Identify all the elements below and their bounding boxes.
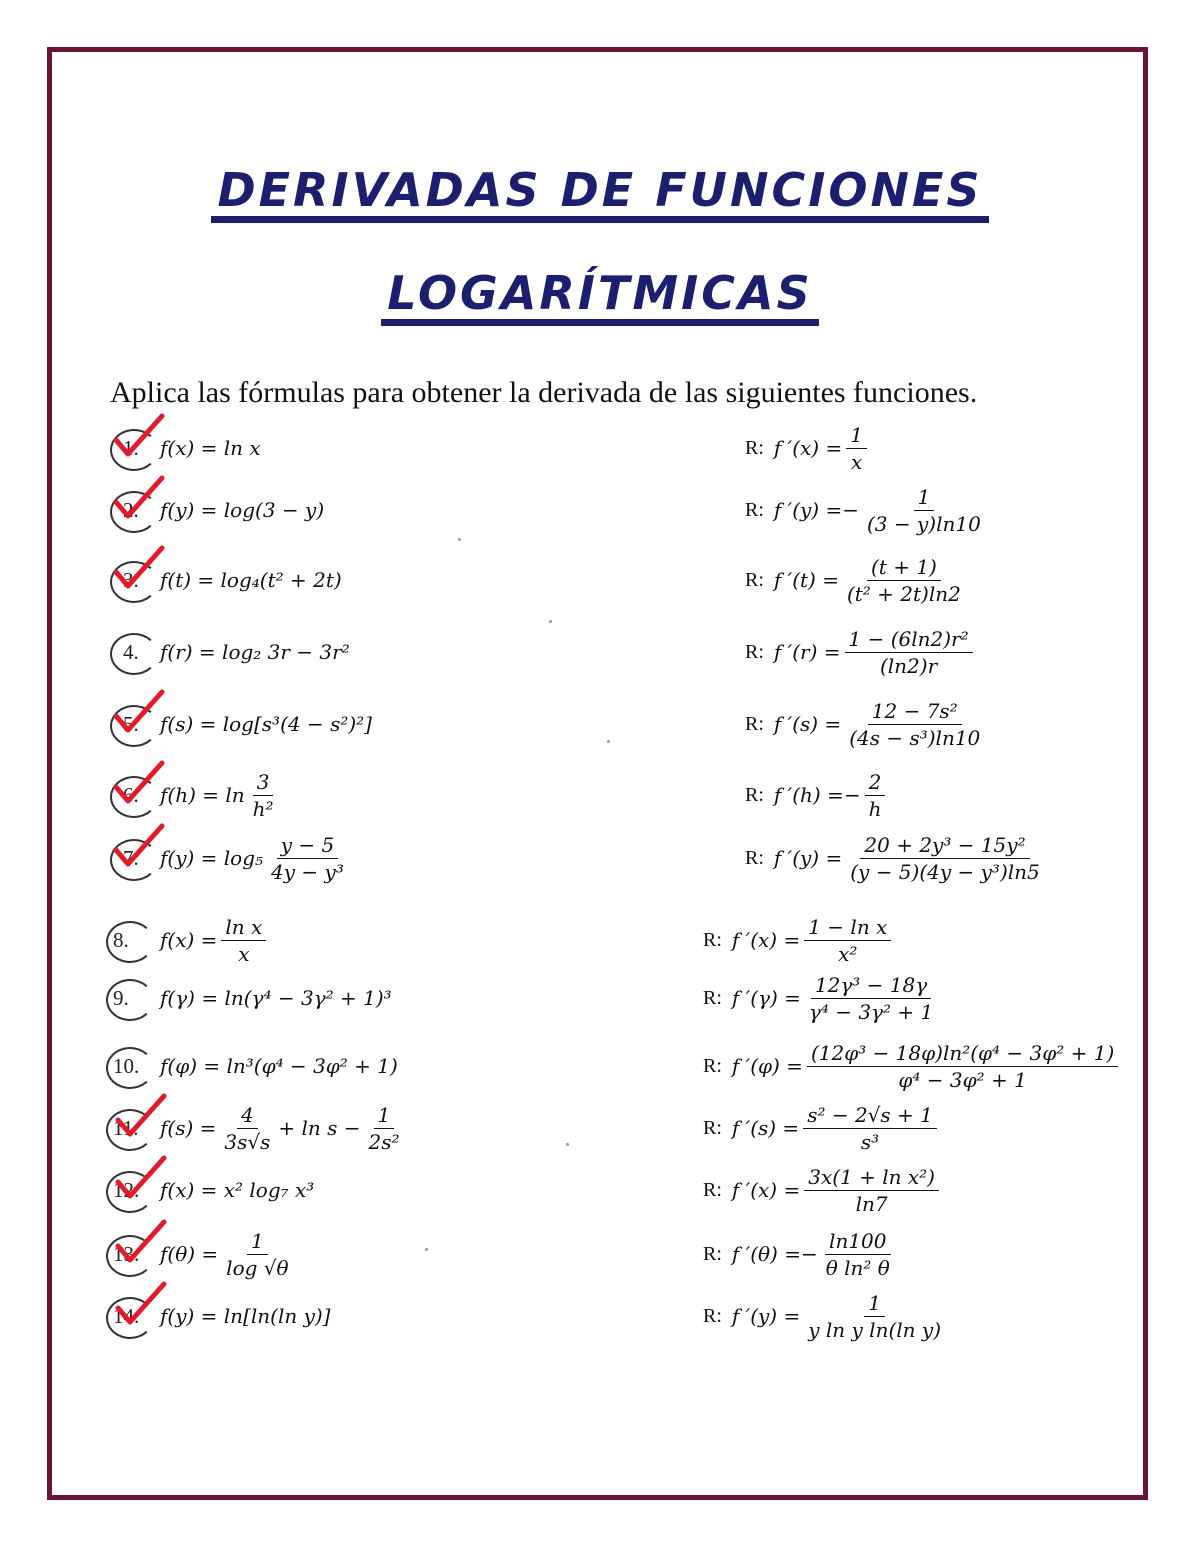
- function-middle: + ln s −: [278, 1116, 361, 1140]
- denominator: h: [868, 796, 882, 821]
- answer-fraction: [803, 1103, 937, 1154]
- answer-lhs: f ′(h) =: [773, 783, 844, 807]
- function-text: f(s) = log[s³(4 − s²)²]: [160, 712, 372, 736]
- function-expression: [160, 490, 324, 530]
- answer-label: R:: [703, 1116, 722, 1139]
- check-mark-icon: [110, 472, 170, 524]
- exercise-number: 2.: [123, 498, 139, 522]
- answer-label: R:: [703, 1054, 722, 1077]
- function-fraction: [220, 1103, 274, 1154]
- function-text: f(φ) = ln³(φ⁴ − 3φ² + 1): [160, 1054, 398, 1078]
- function-prefix: f(x) =: [160, 928, 218, 952]
- function-expression: [160, 632, 350, 672]
- denominator: (ln2)r: [879, 653, 938, 678]
- function-fraction: [249, 770, 278, 821]
- answer-lhs: f ′(x) =: [773, 436, 843, 460]
- answer-lhs: f ′(y) =: [773, 498, 843, 522]
- function-text: f(t) = log₄(t² + 2t): [160, 568, 342, 592]
- function-expression: [160, 1228, 297, 1280]
- exercise-number: 14.: [113, 1304, 140, 1328]
- answer-lhs: f ′(γ) =: [731, 986, 801, 1010]
- answer-fraction: [804, 1165, 939, 1216]
- function-expression: [160, 428, 261, 468]
- answer-fraction: [804, 1291, 945, 1342]
- check-mark-icon: [110, 542, 170, 594]
- answer-expression: [745, 484, 989, 536]
- exercise-number: 10.: [113, 1054, 140, 1078]
- numerator: 1: [846, 423, 867, 449]
- check-mark-icon: [112, 1152, 172, 1204]
- exercise-number: 7.: [123, 846, 139, 870]
- answer-fraction: [822, 1229, 894, 1280]
- check-mark-icon: [110, 820, 170, 872]
- numerator: 12 − 7s²: [868, 699, 962, 725]
- function-fraction-2: [365, 1103, 404, 1154]
- numerator: 1 − ln x: [804, 915, 891, 941]
- function-expression: [160, 832, 352, 884]
- denominator: x²: [838, 941, 858, 966]
- answer-lhs: f ′(s) =: [773, 712, 842, 736]
- numerator: 1: [914, 485, 935, 511]
- answer-label: R:: [703, 1304, 722, 1327]
- answer-fraction: [843, 555, 965, 606]
- check-mark-icon: [110, 757, 170, 809]
- exercise-number: 1.: [123, 436, 139, 460]
- answer-fraction: [804, 915, 891, 966]
- function-text: f(γ) = ln(γ⁴ − 3γ² + 1)³: [160, 986, 392, 1010]
- function-prefix: f(y) = log₅: [160, 846, 264, 870]
- function-expression: [160, 1046, 398, 1086]
- page-border: [47, 47, 1148, 1500]
- exercise-number: 13.: [113, 1242, 140, 1266]
- exercise-number: 12.: [113, 1178, 140, 1202]
- answer-label: R:: [745, 498, 764, 521]
- answer-expression: [745, 626, 977, 678]
- exercise-number: 9.: [113, 986, 129, 1010]
- answer-label: R:: [745, 712, 764, 735]
- answer-sign: −: [843, 783, 861, 807]
- denominator: (t² + 2t)ln2: [846, 581, 961, 606]
- answer-lhs: f ′(y) =: [731, 1304, 801, 1328]
- answer-sign: −: [800, 1242, 818, 1266]
- function-text: f(r) = log₂ 3r − 3r²: [160, 640, 350, 664]
- scan-speck: [458, 538, 461, 541]
- number-circle: [106, 1047, 154, 1089]
- answer-lhs: f ′(x) =: [731, 1178, 801, 1202]
- numerator: 2: [865, 770, 886, 796]
- numerator: ln x: [221, 915, 266, 941]
- number-circle: [110, 633, 158, 675]
- answer-label: R:: [745, 846, 764, 869]
- denominator: γ⁴ − 3γ² + 1: [808, 999, 934, 1024]
- numerator: 1: [864, 1291, 885, 1317]
- answer-label: R:: [703, 986, 722, 1009]
- answer-fraction: [865, 770, 886, 821]
- number-circle: [106, 921, 154, 963]
- numerator: 12γ³ − 18γ: [811, 973, 931, 999]
- exercise-number: 8.: [113, 928, 129, 952]
- answer-fraction: [807, 1041, 1118, 1092]
- scan-speck: [425, 1248, 428, 1251]
- denominator: y ln y ln(ln y): [808, 1317, 941, 1342]
- answer-expression: [745, 554, 969, 606]
- answer-expression: [703, 972, 941, 1024]
- function-expression: [160, 1296, 330, 1336]
- answer-expression: [703, 1102, 941, 1154]
- answer-fraction: [863, 485, 985, 536]
- denominator: h²: [252, 796, 274, 821]
- answer-label: R:: [745, 640, 764, 663]
- denominator: x: [238, 941, 250, 966]
- numerator: 3: [253, 770, 274, 796]
- numerator: 1 − (6ln2)r²: [845, 627, 973, 653]
- check-mark-icon: [110, 410, 170, 462]
- number-circle: [106, 979, 154, 1021]
- denominator: φ⁴ − 3φ² + 1: [898, 1067, 1027, 1092]
- answer-lhs: f ′(t) =: [773, 568, 839, 592]
- numerator: y − 5: [277, 833, 339, 859]
- answer-lhs: f ′(x) =: [731, 928, 801, 952]
- denominator: (3 − y)ln10: [867, 511, 981, 536]
- numerator: ln100: [825, 1229, 890, 1255]
- exercise-number: 11.: [113, 1116, 139, 1140]
- answer-expression: [745, 422, 871, 474]
- denominator: (4s − s³)ln10: [849, 725, 981, 750]
- function-text: f(y) = log(3 − y): [160, 498, 325, 522]
- answer-fraction: [846, 423, 867, 474]
- numerator: 20 + 2y³ − 15y²: [860, 833, 1029, 859]
- answer-label: R:: [745, 436, 764, 459]
- denominator: s³: [860, 1129, 880, 1154]
- answer-expression: [703, 1228, 898, 1280]
- answer-lhs: f ′(r) =: [773, 640, 841, 664]
- scan-speck: [566, 1143, 569, 1146]
- denominator: 2s²: [368, 1129, 400, 1154]
- function-expression: [160, 1170, 314, 1210]
- exercise-number: 5.: [123, 712, 139, 736]
- function-text: f(x) = x² log₇ x³: [160, 1178, 315, 1202]
- denominator: ln7: [855, 1191, 888, 1216]
- answer-fraction: [845, 627, 973, 678]
- denominator: 3s√s: [224, 1129, 271, 1154]
- function-prefix: f(θ) =: [160, 1242, 219, 1266]
- scan-speck: [607, 740, 610, 743]
- function-prefix: f(h) = ln: [160, 783, 245, 807]
- denominator: (y − 5)(4y − y³)ln5: [850, 859, 1040, 884]
- answer-label: R:: [703, 928, 722, 951]
- answer-label: R:: [703, 1242, 722, 1265]
- denominator: 4y − y³: [271, 859, 344, 884]
- function-expression: [160, 704, 372, 744]
- numerator: 1: [247, 1229, 268, 1255]
- numerator: 4: [237, 1103, 258, 1129]
- answer-label: R:: [745, 783, 764, 806]
- title-line-1: DERIVADAS DE FUNCIONES: [0, 163, 1200, 223]
- denominator: x: [850, 449, 863, 474]
- scan-speck: [549, 620, 552, 623]
- function-text: f(x) = ln x: [160, 436, 261, 460]
- function-expression: [160, 560, 342, 600]
- answer-expression: [745, 769, 889, 821]
- answer-expression: [745, 698, 988, 750]
- numerator: 3x(1 + ln x²): [804, 1165, 939, 1191]
- answer-expression: [703, 914, 895, 966]
- exercise-number: 6.: [123, 783, 139, 807]
- answer-fraction: [845, 699, 984, 750]
- answer-expression: [703, 1164, 943, 1216]
- check-mark-icon: [112, 1090, 172, 1142]
- answer-expression: [745, 832, 1048, 884]
- denominator: log √θ: [226, 1255, 289, 1280]
- check-mark-icon: [112, 1278, 172, 1330]
- answer-fraction: [846, 833, 1044, 884]
- function-fraction: [267, 833, 348, 884]
- title-line-2: LOGARÍTMICAS: [0, 266, 1200, 326]
- function-expression: [160, 769, 282, 821]
- numerator: (12φ³ − 18φ)ln²(φ⁴ − 3φ² + 1): [807, 1041, 1118, 1067]
- answer-label: R:: [703, 1178, 722, 1201]
- function-expression: [160, 914, 270, 966]
- denominator: θ ln² θ: [825, 1255, 890, 1280]
- answer-lhs: f ′(θ) =: [731, 1242, 801, 1266]
- numerator: (t + 1): [867, 555, 941, 581]
- answer-lhs: f ′(s) =: [731, 1116, 800, 1140]
- function-prefix: f(s) =: [160, 1116, 217, 1140]
- check-mark-icon: [112, 1216, 172, 1268]
- answer-sign: −: [842, 498, 859, 522]
- exercise-number: 4.: [123, 640, 139, 664]
- answer-lhs: f ′(φ) =: [731, 1054, 803, 1078]
- function-text: f(y) = ln[ln(ln y)]: [160, 1304, 331, 1328]
- answer-expression: [703, 1040, 1122, 1092]
- instructions: Aplica las fórmulas para obtener la derivada de las siguientes funciones.: [110, 376, 978, 409]
- check-mark-icon: [110, 686, 170, 738]
- function-expression: [160, 978, 392, 1018]
- function-fraction: [221, 915, 266, 966]
- exercise-number: 3.: [123, 568, 139, 592]
- numerator: 1: [374, 1103, 395, 1129]
- answer-fraction: [805, 973, 937, 1024]
- numerator: s² − 2√s + 1: [803, 1103, 937, 1129]
- answer-label: R:: [745, 568, 764, 591]
- answer-lhs: f ′(y) =: [773, 846, 843, 870]
- function-fraction: [222, 1229, 292, 1280]
- answer-expression: [703, 1290, 949, 1342]
- function-expression: [160, 1102, 408, 1154]
